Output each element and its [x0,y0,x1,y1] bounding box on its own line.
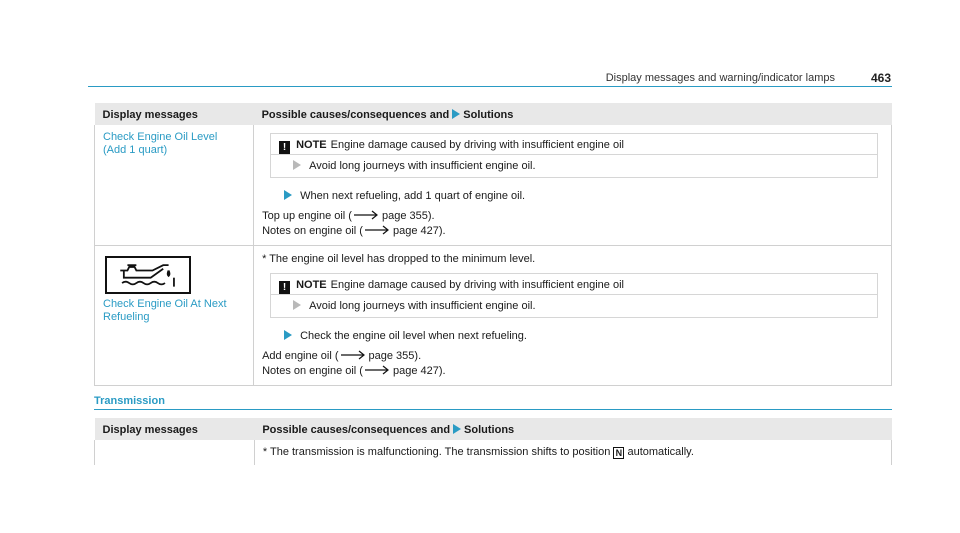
reference-line [262,364,883,379]
section-rule [94,409,892,410]
reference-line [262,209,883,224]
reference-page-link[interactable]: page 355). [381,210,435,222]
action-step [262,189,883,204]
reference-page-link[interactable]: page 427). [392,365,446,377]
message-text[interactable]: Check Engine Oil Level [103,131,218,143]
gear-position-n-icon: N [613,447,624,459]
note-text: Engine damage caused by driving with insufficient engine oil [330,139,624,151]
reference-text: Notes on engine oil ( [262,225,363,237]
step-arrow-icon [293,300,301,310]
reference-text: Top up engine oil ( [262,210,352,222]
note-action-text: Avoid long journeys with insufficient engine oil. [309,160,536,172]
page-reference-arrow-icon [365,225,391,235]
message-text[interactable]: Check Engine Oil At Next [103,298,227,310]
table-header-row [95,418,892,440]
note-header [271,134,877,155]
step-arrow-icon [284,330,292,340]
transmission-messages-table [94,418,892,465]
column-header-causes [254,418,891,440]
column-header-solutions-text: Solutions [463,109,514,121]
reference-line [262,224,883,239]
note-action [271,155,877,177]
column-header-causes-text: Possible causes/consequences and [262,424,451,436]
causes-cell [254,125,892,246]
reference-page-link[interactable]: page 427). [392,225,446,237]
cause-text: * The engine oil level has dropped to the minimum level. [262,253,536,265]
note-label: NOTE [296,139,327,151]
column-header-messages: Display messages [95,103,254,125]
table-row [95,440,892,465]
cause-text: * The transmission is malfunctioning. The transmission shifts to position [262,446,611,458]
oil-messages-table [94,103,892,386]
step-arrow-icon [293,160,301,170]
page-reference-arrow-icon [365,365,391,375]
solution-arrow-icon [453,424,461,434]
message-cell [95,440,255,465]
table-row [95,125,892,246]
note-label: NOTE [296,279,327,291]
reference-line [262,349,883,364]
page-reference-arrow-icon [354,210,380,220]
column-header-causes [254,103,892,125]
section-title: Transmission [94,395,165,407]
running-header: Display messages and warning/indicator lamps [605,72,835,84]
page-number: 463 [871,71,892,85]
column-header-causes-text: Possible causes/consequences and [261,109,450,121]
header-rule [88,86,892,87]
action-step [262,329,883,344]
reference-text: Notes on engine oil ( [262,365,363,377]
message-text-sub[interactable]: Refueling [103,311,150,323]
note-header [271,274,877,295]
message-text-sub[interactable]: (Add 1 quart) [103,144,168,156]
warning-exclamation-icon: ! [279,281,290,294]
page-reference-arrow-icon [341,350,367,360]
note-text: Engine damage caused by driving with insufficient engine oil [330,279,624,291]
column-header-solutions-text: Solutions [464,424,515,436]
step-arrow-icon [284,190,292,200]
note-box [270,273,878,318]
engine-oil-level-icon [105,256,191,294]
cause-text-end: automatically. [627,446,694,458]
causes-cell [254,246,892,386]
causes-cell [254,440,891,465]
column-header-messages: Display messages [95,418,255,440]
reference-page-link[interactable]: page 355). [368,350,422,362]
warning-exclamation-icon: ! [279,141,290,154]
action-text: When next refueling, add 1 quart of engine oil. [300,190,526,202]
action-text: Check the engine oil level when next refueling. [300,330,527,342]
note-box [270,133,878,178]
table-row [95,246,892,386]
note-action [271,295,877,317]
message-cell [95,246,254,386]
table-header-row [95,103,892,125]
message-cell [95,125,254,246]
solution-arrow-icon [452,109,460,119]
reference-text: Add engine oil ( [262,350,339,362]
note-action-text: Avoid long journeys with insufficient engine oil. [309,300,536,312]
